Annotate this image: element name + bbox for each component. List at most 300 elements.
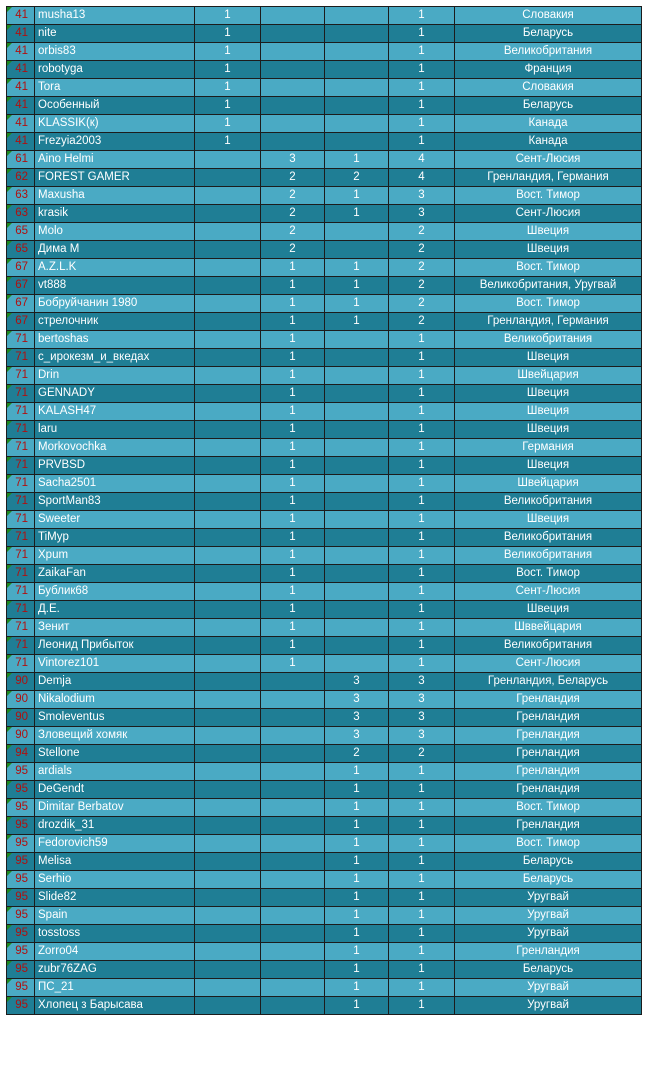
rank-cell[interactable]: 71 [7,511,35,529]
col-c-cell[interactable] [325,439,389,457]
rank-cell[interactable]: 71 [7,475,35,493]
col-b-cell[interactable] [261,853,325,871]
total-cell[interactable]: 1 [389,871,455,889]
country-cell[interactable]: Великобритания [455,43,642,61]
rank-cell[interactable]: 71 [7,493,35,511]
player-name-cell[interactable]: Д.Е. [35,601,195,619]
col-a-cell[interactable] [195,871,261,889]
table-row[interactable] [7,187,642,205]
rank-cell[interactable]: 71 [7,457,35,475]
country-cell[interactable]: Великобритания, Уругвай [455,277,642,295]
table-row[interactable] [7,781,642,799]
country-cell[interactable]: Швейцария [455,367,642,385]
col-b-cell[interactable] [261,961,325,979]
col-a-cell[interactable] [195,439,261,457]
player-name-cell[interactable]: Хлопец з Барысава [35,997,195,1015]
table-row[interactable] [7,61,642,79]
player-name-cell[interactable]: Slide82 [35,889,195,907]
col-a-cell[interactable] [195,619,261,637]
rank-cell[interactable]: 71 [7,565,35,583]
player-name-cell[interactable]: Dimitar Berbatov [35,799,195,817]
country-cell[interactable]: Канада [455,115,642,133]
col-b-cell[interactable] [261,817,325,835]
col-c-cell[interactable]: 1 [325,763,389,781]
country-cell[interactable]: Гренландия [455,709,642,727]
total-cell[interactable]: 3 [389,673,455,691]
rank-cell[interactable]: 71 [7,547,35,565]
col-a-cell[interactable] [195,925,261,943]
country-cell[interactable]: Гренландия, Беларусь [455,673,642,691]
col-c-cell[interactable]: 1 [325,205,389,223]
table-row[interactable] [7,871,642,889]
table-row[interactable] [7,475,642,493]
col-b-cell[interactable]: 1 [261,637,325,655]
country-cell[interactable]: Сент-Люсия [455,151,642,169]
player-name-cell[interactable]: robotyga [35,61,195,79]
total-cell[interactable]: 1 [389,439,455,457]
table-row[interactable] [7,943,642,961]
col-b-cell[interactable] [261,61,325,79]
col-c-cell[interactable] [325,43,389,61]
col-c-cell[interactable]: 1 [325,817,389,835]
table-row[interactable] [7,133,642,151]
col-c-cell[interactable]: 1 [325,799,389,817]
col-a-cell[interactable] [195,493,261,511]
col-a-cell[interactable] [195,565,261,583]
rank-cell[interactable]: 95 [7,943,35,961]
total-cell[interactable]: 2 [389,223,455,241]
country-cell[interactable]: Великобритания [455,547,642,565]
player-name-cell[interactable]: Aino Helmi [35,151,195,169]
total-cell[interactable]: 1 [389,403,455,421]
col-a-cell[interactable]: 1 [195,133,261,151]
col-b-cell[interactable] [261,799,325,817]
col-b-cell[interactable]: 1 [261,421,325,439]
table-row[interactable] [7,97,642,115]
table-row[interactable] [7,529,642,547]
table-row[interactable] [7,907,642,925]
country-cell[interactable]: Гренландия [455,763,642,781]
table-row[interactable] [7,241,642,259]
country-cell[interactable]: Вост. Тимор [455,295,642,313]
country-cell[interactable]: Сент-Люсия [455,655,642,673]
col-b-cell[interactable]: 1 [261,403,325,421]
col-a-cell[interactable] [195,763,261,781]
table-row[interactable] [7,691,642,709]
rank-cell[interactable]: 71 [7,583,35,601]
total-cell[interactable]: 3 [389,205,455,223]
table-row[interactable] [7,727,642,745]
col-b-cell[interactable] [261,7,325,25]
col-a-cell[interactable] [195,943,261,961]
table-row[interactable] [7,817,642,835]
table-row[interactable] [7,7,642,25]
player-name-cell[interactable]: SportMan83 [35,493,195,511]
col-a-cell[interactable] [195,421,261,439]
col-b-cell[interactable] [261,871,325,889]
col-c-cell[interactable] [325,367,389,385]
table-row[interactable] [7,637,642,655]
total-cell[interactable]: 1 [389,97,455,115]
col-c-cell[interactable] [325,475,389,493]
player-name-cell[interactable]: Зловещий хомяк [35,727,195,745]
col-b-cell[interactable] [261,97,325,115]
country-cell[interactable]: Беларусь [455,871,642,889]
col-b-cell[interactable] [261,133,325,151]
col-b-cell[interactable] [261,115,325,133]
table-row[interactable] [7,349,642,367]
rank-cell[interactable]: 61 [7,151,35,169]
table-row[interactable] [7,457,642,475]
country-cell[interactable]: Гренландия, Германия [455,169,642,187]
country-cell[interactable]: Гренландия [455,817,642,835]
table-row[interactable] [7,799,642,817]
col-a-cell[interactable] [195,457,261,475]
table-row[interactable] [7,169,642,187]
total-cell[interactable]: 1 [389,331,455,349]
player-name-cell[interactable]: nite [35,25,195,43]
country-cell[interactable]: Беларусь [455,961,642,979]
rank-cell[interactable]: 67 [7,313,35,331]
col-b-cell[interactable] [261,709,325,727]
rank-cell[interactable]: 90 [7,709,35,727]
col-b-cell[interactable]: 1 [261,385,325,403]
col-c-cell[interactable]: 1 [325,259,389,277]
total-cell[interactable]: 1 [389,25,455,43]
table-row[interactable] [7,655,642,673]
total-cell[interactable]: 1 [389,493,455,511]
total-cell[interactable]: 1 [389,835,455,853]
col-b-cell[interactable]: 1 [261,313,325,331]
col-a-cell[interactable] [195,403,261,421]
table-row[interactable] [7,763,642,781]
col-a-cell[interactable] [195,259,261,277]
col-b-cell[interactable]: 1 [261,277,325,295]
country-cell[interactable]: Вост. Тимор [455,799,642,817]
country-cell[interactable]: Великобритания [455,529,642,547]
rank-cell[interactable]: 71 [7,331,35,349]
col-a-cell[interactable] [195,277,261,295]
col-a-cell[interactable]: 1 [195,79,261,97]
total-cell[interactable]: 1 [389,367,455,385]
col-a-cell[interactable] [195,817,261,835]
country-cell[interactable]: Уругвай [455,907,642,925]
table-row[interactable] [7,601,642,619]
total-cell[interactable]: 2 [389,745,455,763]
total-cell[interactable]: 1 [389,997,455,1015]
table-row[interactable] [7,889,642,907]
total-cell[interactable]: 1 [389,43,455,61]
col-c-cell[interactable]: 1 [325,889,389,907]
rank-cell[interactable]: 95 [7,889,35,907]
col-a-cell[interactable] [195,205,261,223]
country-cell[interactable]: Швеция [455,403,642,421]
country-cell[interactable]: Гренландия [455,943,642,961]
col-a-cell[interactable] [195,961,261,979]
col-a-cell[interactable] [195,655,261,673]
rank-cell[interactable]: 71 [7,601,35,619]
total-cell[interactable]: 4 [389,169,455,187]
col-a-cell[interactable] [195,601,261,619]
rank-cell[interactable]: 71 [7,349,35,367]
country-cell[interactable]: Гренландия [455,727,642,745]
col-b-cell[interactable] [261,835,325,853]
table-row[interactable] [7,853,642,871]
total-cell[interactable]: 1 [389,619,455,637]
col-c-cell[interactable] [325,511,389,529]
rank-cell[interactable]: 71 [7,403,35,421]
country-cell[interactable]: Уругвай [455,979,642,997]
total-cell[interactable]: 1 [389,637,455,655]
col-a-cell[interactable]: 1 [195,43,261,61]
col-b-cell[interactable]: 1 [261,565,325,583]
total-cell[interactable]: 1 [389,943,455,961]
col-c-cell[interactable] [325,7,389,25]
rank-cell[interactable]: 95 [7,907,35,925]
rank-cell[interactable]: 95 [7,997,35,1015]
col-c-cell[interactable] [325,637,389,655]
table-row[interactable] [7,43,642,61]
table-row[interactable] [7,745,642,763]
col-a-cell[interactable] [195,781,261,799]
country-cell[interactable]: Уругвай [455,889,642,907]
country-cell[interactable]: Великобритания [455,637,642,655]
total-cell[interactable]: 1 [389,61,455,79]
player-name-cell[interactable]: KALASH47 [35,403,195,421]
table-row[interactable] [7,205,642,223]
col-b-cell[interactable] [261,925,325,943]
player-name-cell[interactable]: Morkovochka [35,439,195,457]
country-cell[interactable]: Уругвай [455,925,642,943]
col-a-cell[interactable] [195,169,261,187]
table-row[interactable] [7,511,642,529]
col-b-cell[interactable] [261,727,325,745]
col-c-cell[interactable]: 1 [325,781,389,799]
player-name-cell[interactable]: KLASSIK(к) [35,115,195,133]
country-cell[interactable]: Словакия [455,79,642,97]
country-cell[interactable]: Беларусь [455,25,642,43]
col-b-cell[interactable]: 1 [261,331,325,349]
rank-cell[interactable]: 90 [7,691,35,709]
col-a-cell[interactable] [195,529,261,547]
col-a-cell[interactable] [195,475,261,493]
col-a-cell[interactable] [195,385,261,403]
player-name-cell[interactable]: Maxusha [35,187,195,205]
col-b-cell[interactable]: 1 [261,457,325,475]
table-row[interactable] [7,493,642,511]
player-name-cell[interactable]: Frezyia2003 [35,133,195,151]
col-b-cell[interactable]: 1 [261,547,325,565]
col-a-cell[interactable] [195,151,261,169]
col-b-cell[interactable]: 3 [261,151,325,169]
col-a-cell[interactable]: 1 [195,61,261,79]
player-name-cell[interactable]: orbis83 [35,43,195,61]
rank-cell[interactable]: 41 [7,133,35,151]
col-c-cell[interactable] [325,565,389,583]
rank-cell[interactable]: 41 [7,25,35,43]
table-row[interactable] [7,421,642,439]
col-a-cell[interactable]: 1 [195,7,261,25]
total-cell[interactable]: 3 [389,727,455,745]
rank-cell[interactable]: 67 [7,259,35,277]
total-cell[interactable]: 2 [389,295,455,313]
total-cell[interactable]: 1 [389,979,455,997]
rank-cell[interactable]: 41 [7,97,35,115]
col-a-cell[interactable] [195,331,261,349]
rank-cell[interactable]: 95 [7,817,35,835]
total-cell[interactable]: 1 [389,529,455,547]
rank-cell[interactable]: 71 [7,439,35,457]
player-name-cell[interactable]: GENNADY [35,385,195,403]
col-b-cell[interactable]: 2 [261,169,325,187]
player-name-cell[interactable]: Бобруйчанин 1980 [35,295,195,313]
total-cell[interactable]: 1 [389,421,455,439]
col-c-cell[interactable] [325,115,389,133]
col-b-cell[interactable]: 2 [261,205,325,223]
col-b-cell[interactable]: 1 [261,601,325,619]
player-name-cell[interactable]: FOREST GAMER [35,169,195,187]
col-c-cell[interactable] [325,97,389,115]
col-b-cell[interactable]: 1 [261,259,325,277]
total-cell[interactable]: 3 [389,691,455,709]
table-row[interactable] [7,223,642,241]
table-row[interactable] [7,385,642,403]
col-c-cell[interactable] [325,601,389,619]
col-c-cell[interactable] [325,619,389,637]
country-cell[interactable]: Гренландия [455,745,642,763]
country-cell[interactable]: Гренландия [455,691,642,709]
country-cell[interactable]: Швейцария [455,475,642,493]
player-name-cell[interactable]: TiMyp [35,529,195,547]
col-c-cell[interactable]: 1 [325,277,389,295]
table-row[interactable] [7,259,642,277]
col-a-cell[interactable] [195,889,261,907]
rank-cell[interactable]: 95 [7,763,35,781]
country-cell[interactable]: Швеция [455,511,642,529]
col-a-cell[interactable] [195,691,261,709]
rank-cell[interactable]: 71 [7,655,35,673]
player-name-cell[interactable]: vt888 [35,277,195,295]
total-cell[interactable]: 2 [389,313,455,331]
col-c-cell[interactable]: 1 [325,853,389,871]
col-b-cell[interactable]: 2 [261,223,325,241]
col-b-cell[interactable] [261,25,325,43]
rank-cell[interactable]: 71 [7,367,35,385]
player-name-cell[interactable]: Smoleventus [35,709,195,727]
player-name-cell[interactable]: musha13 [35,7,195,25]
rank-cell[interactable]: 41 [7,61,35,79]
col-c-cell[interactable] [325,61,389,79]
col-a-cell[interactable] [195,241,261,259]
country-cell[interactable]: Швеция [455,241,642,259]
country-cell[interactable]: Германия [455,439,642,457]
country-cell[interactable]: Великобритания [455,331,642,349]
player-name-cell[interactable]: bertoshas [35,331,195,349]
col-a-cell[interactable] [195,187,261,205]
country-cell[interactable]: Вост. Тимор [455,565,642,583]
col-c-cell[interactable]: 1 [325,151,389,169]
col-a-cell[interactable] [195,727,261,745]
col-b-cell[interactable] [261,979,325,997]
col-c-cell[interactable]: 3 [325,673,389,691]
total-cell[interactable]: 3 [389,187,455,205]
country-cell[interactable]: Швеция [455,457,642,475]
col-a-cell[interactable] [195,547,261,565]
rank-cell[interactable]: 94 [7,745,35,763]
total-cell[interactable]: 1 [389,457,455,475]
player-name-cell[interactable]: drozdik_31 [35,817,195,835]
rank-cell[interactable]: 95 [7,925,35,943]
player-name-cell[interactable]: Зенит [35,619,195,637]
rank-cell[interactable]: 71 [7,637,35,655]
col-c-cell[interactable] [325,583,389,601]
player-name-cell[interactable]: zubr76ZAG [35,961,195,979]
col-c-cell[interactable]: 1 [325,943,389,961]
col-b-cell[interactable]: 1 [261,529,325,547]
country-cell[interactable]: Гренландия [455,781,642,799]
col-b-cell[interactable]: 2 [261,241,325,259]
total-cell[interactable]: 4 [389,151,455,169]
player-name-cell[interactable]: Melisa [35,853,195,871]
col-a-cell[interactable] [195,853,261,871]
col-a-cell[interactable] [195,367,261,385]
rank-cell[interactable]: 71 [7,529,35,547]
col-a-cell[interactable] [195,907,261,925]
col-a-cell[interactable] [195,583,261,601]
table-row[interactable] [7,619,642,637]
player-name-cell[interactable]: PRVBSD [35,457,195,475]
total-cell[interactable]: 1 [389,781,455,799]
player-name-cell[interactable]: Zorro04 [35,943,195,961]
table-row[interactable] [7,925,642,943]
country-cell[interactable]: Швеция [455,349,642,367]
total-cell[interactable]: 1 [389,601,455,619]
rank-cell[interactable]: 71 [7,619,35,637]
rank-cell[interactable]: 95 [7,799,35,817]
player-name-cell[interactable]: Vintorez101 [35,655,195,673]
total-cell[interactable]: 3 [389,709,455,727]
table-row[interactable] [7,277,642,295]
rank-cell[interactable]: 63 [7,187,35,205]
col-c-cell[interactable] [325,331,389,349]
country-cell[interactable]: Гренландия, Германия [455,313,642,331]
rank-cell[interactable]: 41 [7,43,35,61]
col-a-cell[interactable] [195,997,261,1015]
col-a-cell[interactable]: 1 [195,115,261,133]
player-name-cell[interactable]: Леонид Прибыток [35,637,195,655]
player-name-cell[interactable]: Sweeter [35,511,195,529]
table-row[interactable] [7,439,642,457]
player-name-cell[interactable]: krasik [35,205,195,223]
total-cell[interactable]: 1 [389,385,455,403]
country-cell[interactable]: Словакия [455,7,642,25]
col-b-cell[interactable]: 2 [261,187,325,205]
table-row[interactable] [7,313,642,331]
col-b-cell[interactable] [261,889,325,907]
col-c-cell[interactable]: 1 [325,871,389,889]
total-cell[interactable]: 1 [389,7,455,25]
col-a-cell[interactable] [195,295,261,313]
col-a-cell[interactable] [195,313,261,331]
table-row[interactable] [7,151,642,169]
player-name-cell[interactable]: Drin [35,367,195,385]
country-cell[interactable]: Сент-Люсия [455,583,642,601]
rank-cell[interactable]: 41 [7,79,35,97]
col-c-cell[interactable]: 1 [325,187,389,205]
col-a-cell[interactable] [195,799,261,817]
col-a-cell[interactable] [195,835,261,853]
player-name-cell[interactable]: ПС_21 [35,979,195,997]
